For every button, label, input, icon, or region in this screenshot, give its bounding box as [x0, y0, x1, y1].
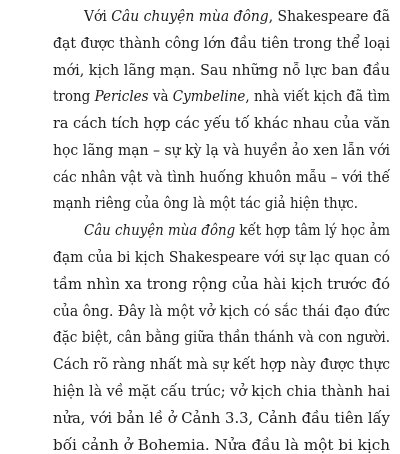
text-run: , Shakespeare đã [268, 9, 390, 25]
text-line [84, 224, 390, 239]
text-run: của ông. Đây là một vở kịch có sắc thái đạo đức [53, 304, 390, 320]
text-run: trong [53, 89, 95, 105]
text-line [53, 171, 390, 186]
text-run: đạm của bi kịch Shakespeare với sự lạc quan có [53, 250, 390, 266]
text-line [53, 251, 390, 266]
text-run: Cách rõ ràng nhất mà sự kết hợp này được thực [53, 357, 391, 373]
text-line [53, 331, 390, 346]
text-line [53, 90, 390, 105]
text-run: nửa, với bản lề ở Cảnh 3.3, Cảnh đầu tiên lấy [53, 411, 391, 427]
text-run: , nhà viết kịch đã tìm [245, 89, 391, 105]
text-run: và [148, 89, 173, 105]
text-run: kết hợp tâm lý học ảm [235, 223, 390, 239]
text-run: đặc biệt, cân bằng giữa thần thánh và con người. [53, 330, 391, 346]
italic-title-text: Cymbeline [172, 89, 246, 105]
text-line [53, 64, 390, 79]
text-run: mới, kịch lãng mạn. Sau những nỗ lực ban đầu [53, 63, 391, 79]
italic-title-text: Câu chuyện mùa đông [111, 9, 269, 25]
italic-title-text: Câu chuyện mùa đông [84, 223, 236, 239]
text-line [53, 358, 390, 373]
text-run: bối cảnh ở Bohemia. Nửa đầu là một bi kịch [53, 438, 391, 454]
text-line [53, 197, 358, 212]
text-line [53, 278, 390, 293]
text-run: các nhân vật và tình huống khuôn mẫu – với thế [53, 170, 391, 186]
italic-title-text: Pericles [94, 89, 149, 105]
text-run: hiện là về mặt cấu trúc; vở kịch chia thành hai [53, 384, 391, 400]
text-line [53, 144, 390, 159]
text-line [53, 412, 390, 427]
text-line [53, 385, 390, 400]
text-run: Với [84, 9, 112, 25]
text-run: tầm nhìn xa trong rộng của hài kịch trước đó [53, 277, 390, 293]
text-run: học lãng mạn – sự kỳ lạ và huyền ảo xen lẫn với [53, 143, 391, 159]
text-line [53, 439, 390, 454]
text-run: ra cách tích hợp các yếu tố khác nhau của văn [53, 116, 390, 132]
text-line [53, 37, 390, 52]
text-run: mạnh riêng của ông là một tác giả hiện thực. [53, 196, 358, 212]
text-line [53, 117, 390, 132]
text-line [84, 10, 390, 25]
text-line [53, 305, 390, 320]
text-run: đạt được thành công lớn đầu tiên trong thể loại [53, 36, 391, 52]
